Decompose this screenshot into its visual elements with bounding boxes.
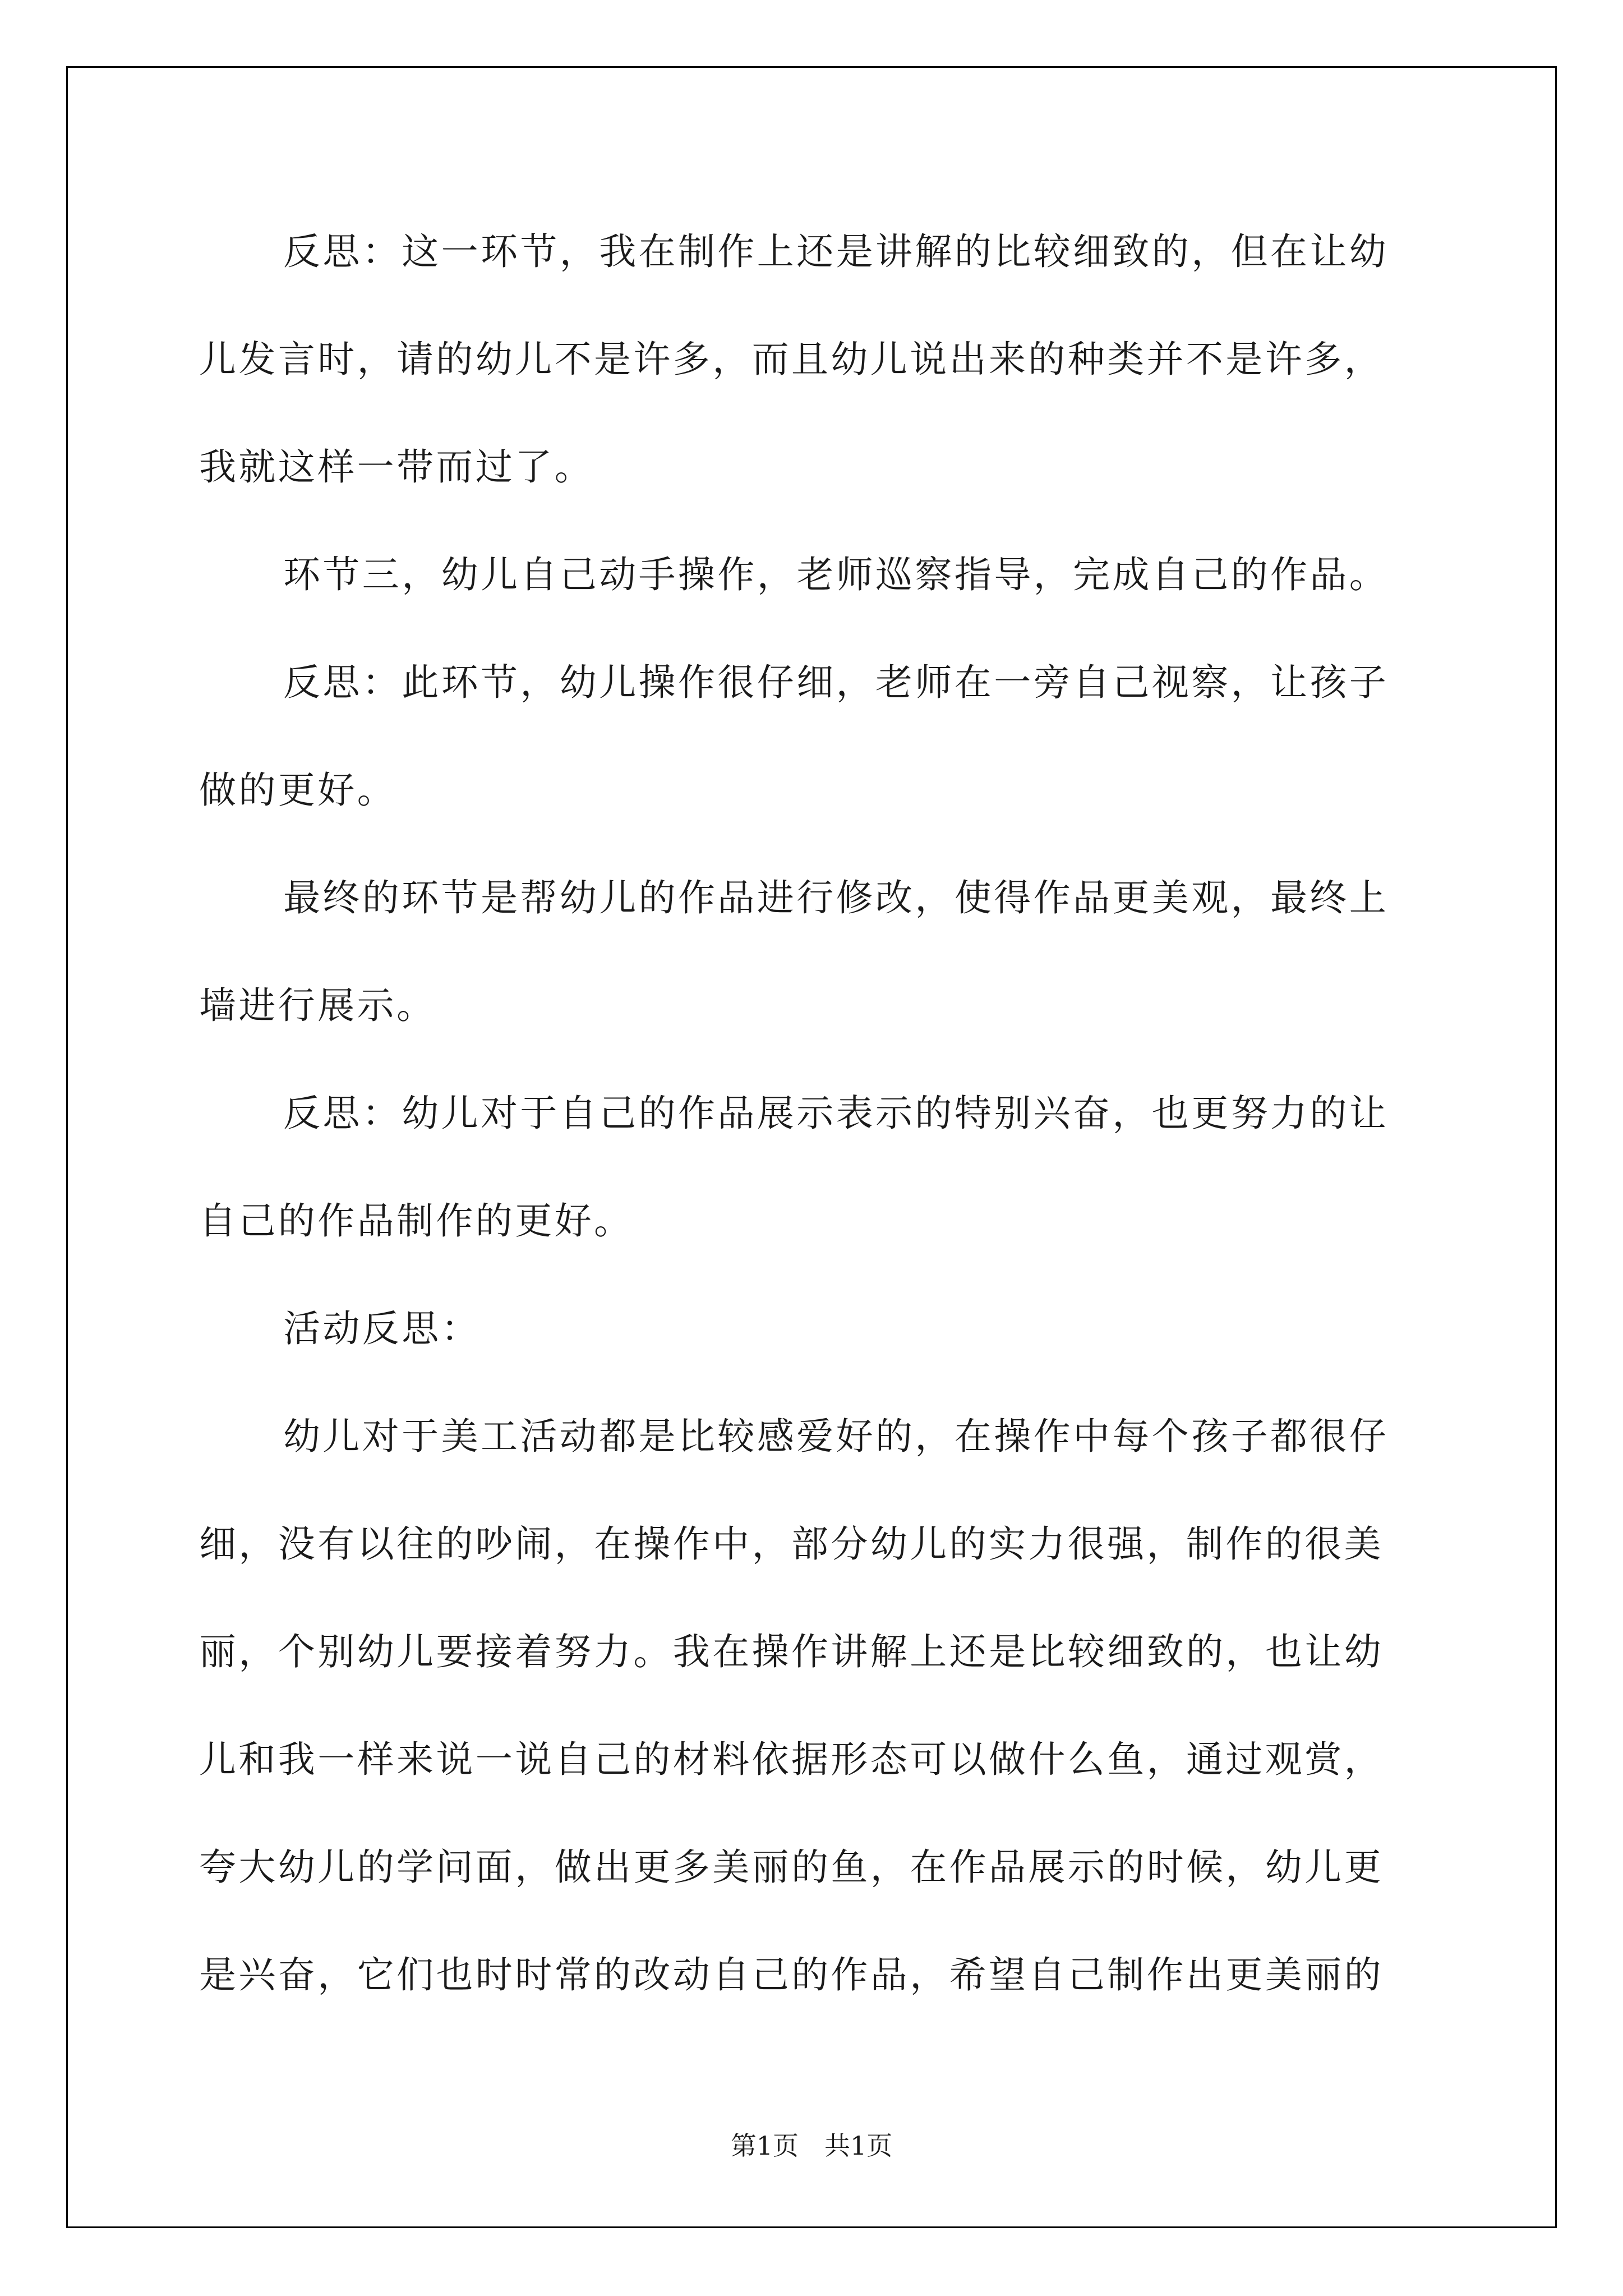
text-line-13: 细，没有以往的吵闹，在操作中，部分幼儿的实力很强，制作的很美 [199, 1522, 1384, 1566]
text-line-10: 自己的作品制作的更好。 [199, 1199, 634, 1243]
text-line-16: 夸大幼儿的学问面，做出更多美丽的鱼，在作品展示的时候，幼儿更 [199, 1846, 1384, 1889]
text-line-15: 儿和我一样来说一说自己的材料依据形态可以做什么鱼，通过观赏， [199, 1738, 1384, 1781]
text-line-7: 最终的环节是帮幼儿的作品进行修改，使得作品更美观，最终上 [283, 876, 1389, 919]
text-line-11: 活动反思： [283, 1307, 481, 1350]
text-line-5: 反思：此环节，幼儿操作很仔细，老师在一旁自己视察，让孩子 [283, 661, 1389, 704]
text-line-9: 反思：幼儿对于自己的作品展示表示的特别兴奋，也更努力的让 [283, 1092, 1389, 1135]
text-line-17: 是兴奋，它们也时时常的改动自己的作品，希望自己制作出更美丽的 [199, 1953, 1384, 1996]
page-border [66, 66, 1557, 2228]
text-line-1: 反思：这一环节，我在制作上还是讲解的比较细致的，但在让幼 [283, 230, 1389, 273]
page-number-footer: 第1页 共1页 [730, 2131, 893, 2161]
text-line-2: 儿发言时，请的幼儿不是许多，而且幼儿说出来的种类并不是许多， [199, 338, 1384, 381]
text-line-14: 丽，个别幼儿要接着努力。我在操作讲解上还是比较细致的，也让幼 [199, 1630, 1384, 1673]
text-line-4: 环节三，幼儿自己动手操作，老师巡察指导，完成自己的作品。 [283, 553, 1389, 596]
text-line-8: 墙进行展示。 [199, 984, 436, 1027]
text-line-6: 做的更好。 [199, 769, 396, 812]
text-line-12: 幼儿对于美工活动都是比较感爱好的，在操作中每个孩子都很仔 [283, 1415, 1389, 1458]
text-line-3: 我就这样一带而过了。 [199, 445, 594, 489]
